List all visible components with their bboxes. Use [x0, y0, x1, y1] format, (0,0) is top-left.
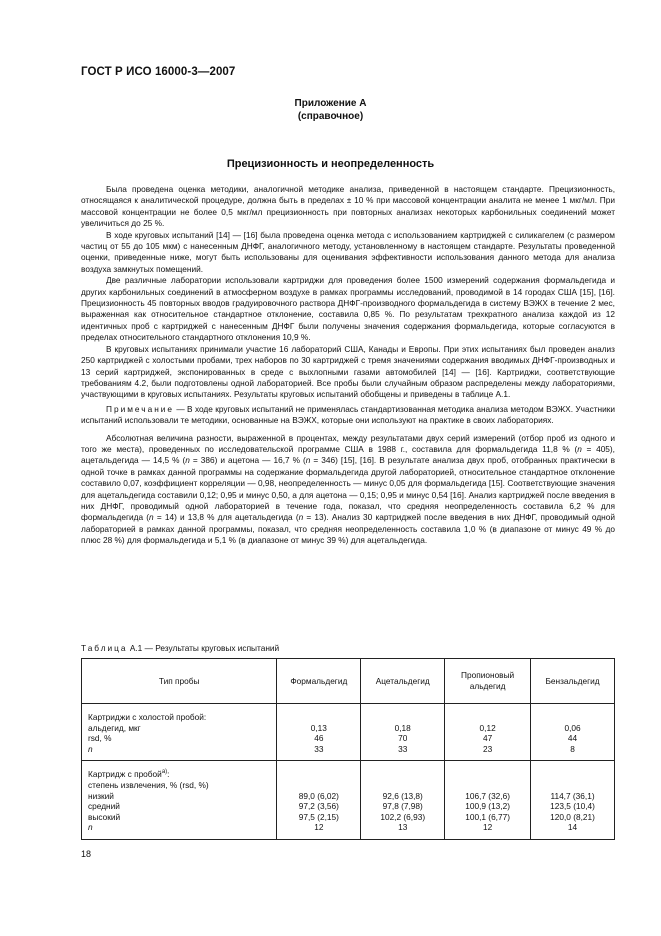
table-cell: 47 [483, 733, 493, 744]
blank-formaldehyde-cell [277, 704, 361, 761]
paragraph-3: Две различные лаборатории использовали картриджи для проведения более 1500 измерений содержания формальдегида и других карбонильных соединений в атмосферном воздухе в рамках программы исследований, проводимой в 14 городах США [15], [16]. Прецизионность 45 повторных вводов градуировочного раствора ДНФГ-производного формальдегида в систему ВЭЖХ в течение 2 мес, выраженная как относительное стандартное отклонение, составила 0,85 %. По результатам трехкратного анализа каждой из 12 идентичных проб с картриджей с нанесенным ДНФГ были получены значения содержания формальдегида, которые согласуются в пределах относительного стандартного отклонения 10,9 %. [81, 275, 615, 343]
blank-label-cell [82, 704, 277, 761]
paragraph-5-part-6: = 13). Анализ 30 картриджей после введения в них ДНФГ, проводимый одной лабораторией в рамках данной программы, показал, что средняя неопределенность составила 1,0 % (в диапазоне от минус 49 % до плюс 28 %) для формальдегида и 5,1 % (в диапазоне от минус 39 %) для ацетальдегида. [81, 512, 616, 546]
annex-type: (справочное) [297, 111, 364, 122]
spiked-label-recovery: степень извлечения, % (rsd, %) [88, 779, 209, 790]
table-cell: 114,7 (36,1) [550, 790, 595, 801]
n-symbol: n [298, 512, 304, 523]
spiked-label-low: низкий [88, 790, 114, 801]
table-cell: 97,8 (7,98) [382, 801, 423, 812]
n-symbol: n [149, 512, 154, 523]
note-label: Примечание [106, 403, 175, 414]
n-symbol: n [305, 455, 311, 466]
spiked-label-n: n [88, 822, 93, 833]
annex-label: Приложение А [294, 98, 367, 109]
spiked-label-cell [82, 761, 277, 840]
spiked-label-high: высокий [88, 811, 121, 822]
table-cell: 14 [567, 822, 578, 833]
table-cell: 120,0 (8,21) [550, 811, 595, 822]
body-text [81, 184, 615, 547]
table-cell: 97,5 (2,15) [298, 811, 339, 822]
table-cell: 33 [314, 743, 324, 754]
table-cell: 13 [398, 822, 408, 833]
table-cell: 92,6 (13,8) [382, 790, 423, 801]
table-cell: 8 [570, 743, 575, 754]
note-paragraph [81, 404, 615, 427]
blank-acetaldehyde-cell [361, 704, 445, 761]
table-cell: 12 [314, 822, 324, 833]
table-caption [81, 643, 279, 653]
table-cell: 89,0 (6,02) [298, 790, 339, 801]
table-header-row [82, 659, 615, 704]
n-symbol: n [185, 455, 190, 466]
blank-label-n: n [88, 743, 93, 754]
footnote-mark: а) [161, 769, 168, 776]
header-formaldehyde: Формальдегид [277, 659, 361, 704]
table-cell: 0,06 [564, 722, 581, 733]
table-cell: 123,5 (10,4) [550, 801, 595, 812]
spiked-formaldehyde-cell [277, 761, 361, 840]
blank-benzaldehyde-cell [531, 704, 615, 761]
table-caption-label: Таблица [81, 643, 128, 653]
paragraph-5-part-2: = 405), ацетальдегида — 14,5 % ( [81, 443, 615, 466]
table-cell: 0,12 [479, 722, 496, 733]
note-text: — В ходе круговых испытаний не применялась стандартизованная методика анализа методом ВЭЖХ. Участники испытаний использовали те методики, основанные на ВЭЖХ, которые они используют на практике в своих лабораториях. [81, 403, 615, 426]
spiked-label-title: Картридж с пробой$^{а)}$: [88, 769, 170, 780]
table-cell: 102,2 (6,93) [380, 811, 426, 822]
paragraph-1: Была проведена оценка методики, аналогичной методике анализа, приведенной в настоящем стандарте. Прецизионность, относящаяся к аналитической процедуре, должна быть в пределах ± 10 % при массовой концентрации аналита не менее 1 мкг/мл. При массовой концентрации не более 0,5 мкг/мл прецизионность при повторных анализах некоторых карбонильных соединений может увеличиться до 25 %. [81, 184, 615, 229]
table-cell: 97,2 (3,56) [298, 801, 339, 812]
table-cell: 100,1 (6,77) [465, 811, 510, 822]
table-row-blank [82, 704, 615, 761]
spiked-label-text: Картридж с пробой [88, 769, 162, 780]
spiked-acetaldehyde-cell [361, 761, 445, 840]
spiked-benzaldehyde-cell [531, 761, 615, 840]
table-cell: 46 [314, 733, 324, 744]
table-cell: 0,18 [394, 722, 411, 733]
header-acetaldehyde: Ацетальдегид [361, 659, 445, 704]
paragraph-2: В ходе круговых испытаний [14] — [16] была проведена оценка метода с использованием картриджей с силикагелем (с размером частиц от 55 до 105 мкм) с нанесенным ДНФГ, аналогичного методу, установленному в настоящем стандарте. Результаты проведенной оценки, приведенные ниже, могут быть использованы для оценивания эффективности использования данного метода для анализа воздуха замкнутых помещений. [81, 229, 615, 274]
page-number: 18 [81, 849, 92, 859]
results-table [81, 658, 615, 840]
table-cell: 23 [483, 743, 493, 754]
blank-label-rsd: rsd, % [88, 733, 112, 744]
table-caption-text: А.1 — Результаты круговых испытаний [127, 643, 280, 653]
paragraph-5 [81, 433, 615, 547]
paragraph-4: В круговых испытаниях принимали участие 16 лабораторий США, Канады и Европы. При этих испытаниях был проведен анализ 250 картриджей с холостыми пробами, трех наборов по 30 картриджей с тремя значениями содержания вводимых ДНФГ-производных и 13 серий картриджей, экспонированных в среде с выхлопными газами автомобилей [14] — [16]. Картриджи, соответствующие требованиям 4.2, были подготовлены одной лабораторией. Все пробы были случайным образом распределены между лабораториями, участвующими в круговых испытаниях. Результаты круговых испытаний обобщены и приведены в таблице А.1. [81, 343, 615, 400]
n-symbol: n [577, 443, 582, 454]
header-sample-type: Тип пробы [82, 659, 277, 704]
header-propionaldehyde: Пропионовый альдегид [445, 659, 531, 704]
paragraph-5-part-1: Абсолютная величина разности, выраженной в процентах, между результатами двух серий измерений (отбор проб из одного и того же места), проведенных по исследовательской программе США в 1988 г., составила для формальдегида 11,8 % ( [81, 432, 615, 454]
table-cell: 44 [567, 733, 578, 744]
spiked-propionaldehyde-cell [445, 761, 531, 840]
table-cell: 106,7 (32,6) [465, 790, 510, 801]
annex-heading [0, 97, 661, 123]
blank-propionaldehyde-cell [445, 704, 531, 761]
table-cell: 33 [398, 743, 408, 754]
table-row-spiked [82, 761, 615, 840]
blank-label-amount: альдегид, мкг [88, 722, 141, 733]
paragraph-5-part-5: = 14) и 13,8 % для ацетальдегида ( [153, 512, 299, 523]
table-cell: 100,9 (13,2) [465, 801, 510, 812]
paragraph-5-part-4: = 346) [15], [16]. В результате анализа двух проб, отобранных практически в одной точке в рамках данной программы на содержание формальдегида другой лабораторией, относительное стандартное отклонение составило 0,07, коэффициент корреляции — 0,98, неопределенность — минус 0,05 для формальдегида [15]. Соответствующие значения для ацетальдегида составили 0,12; 0,95 и минус 0,50, а для ацетона — 0,15; 0,95 и минус 0,54 [16]. Анализ картриджей после введения в них ДНФГ, проводимый одной лабораторией в течение года, показал, что средняя неопределенность составила 6,2 % для формальдегида ( [81, 455, 615, 523]
table-cell: 70 [398, 733, 408, 744]
paragraph-5-part-3: = 386) и ацетона — 16,7 % ( [189, 455, 306, 466]
standard-header: ГОСТ Р ИСО 16000-3—2007 [81, 66, 236, 78]
spiked-label-medium: средний [88, 801, 120, 812]
table-cell: 0,13 [310, 722, 327, 733]
table-cell: 12 [483, 822, 493, 833]
header-benzaldehyde: Бензальдегид [531, 659, 615, 704]
blank-label-title: Картриджи с холостой пробой: [88, 712, 207, 722]
section-title: Прецизионность и неопределенность [226, 158, 435, 170]
